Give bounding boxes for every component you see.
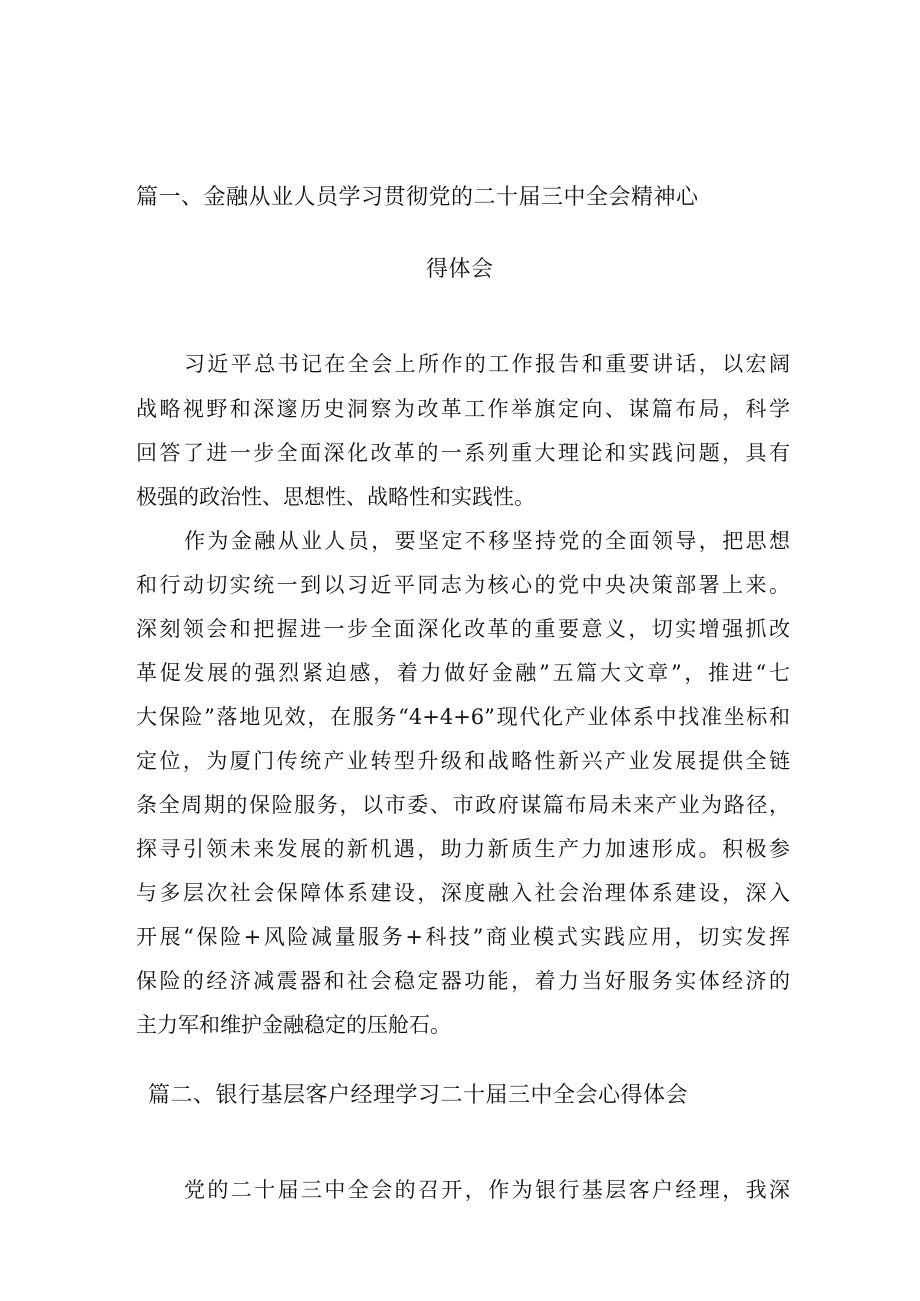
section1-title-line1: 篇一、金融从业人员学习贯彻党的二十届三中全会精神心 <box>136 185 699 210</box>
body-line: 条全周期的保险服务，以市委、市政府谋篇布局未来产业为路径， <box>136 793 790 817</box>
body-line: 深刻领会和把握进一步全面深化改革的重要意义，切实增强抓改 <box>136 617 790 641</box>
body-line: 党的二十届三中全会的召开，作为银行基层客户经理，我深 <box>184 1178 790 1202</box>
body-line: 与多层次社会保障体系建设，深度融入社会治理体系建设，深入 <box>136 881 790 905</box>
section2-title: 篇二、银行基层客户经理学习二十届三中全会心得体会 <box>148 1083 689 1108</box>
body-line: 大保险”落地见效，在服务“4+4+6”现代化产业体系中找准坐标和 <box>136 705 790 729</box>
body-line: 战略视野和深邃历史洞察为改革工作举旗定向、谋篇布局，科学 <box>136 397 790 421</box>
body-line: 探寻引领未来发展的新机遇，助力新质生产力加速形成。积极参 <box>136 837 790 861</box>
section1-title-line2: 得体会 <box>426 257 494 282</box>
body-line: 开展“保险+风险减量服务+科技”商业模式实践应用，切实发挥 <box>136 925 790 949</box>
body-line: 作为金融从业人员，要坚定不移坚持党的全面领导，把思想 <box>184 529 790 553</box>
body-line: 回答了进一步全面深化改革的一系列重大理论和实践问题，具有 <box>136 441 790 465</box>
body-line: 极强的政治性、思想性、战略性和实践性。 <box>136 485 535 509</box>
body-line: 主力军和维护金融稳定的压舱石。 <box>136 1013 451 1037</box>
body-line: 定位，为厦门传统产业转型升级和战略性新兴产业发展提供全链 <box>136 749 790 773</box>
body-line: 革促发展的强烈紧迫感，着力做好金融”五篇大文章”，推进“七 <box>136 661 790 685</box>
body-line: 习近平总书记在全会上所作的工作报告和重要讲话，以宏阔 <box>184 352 790 376</box>
body-line: 保险的经济减震器和社会稳定器功能，着力当好服务实体经济的 <box>136 969 790 993</box>
body-line: 和行动切实统一到以习近平同志为核心的党中央决策部署上来。 <box>136 573 790 597</box>
